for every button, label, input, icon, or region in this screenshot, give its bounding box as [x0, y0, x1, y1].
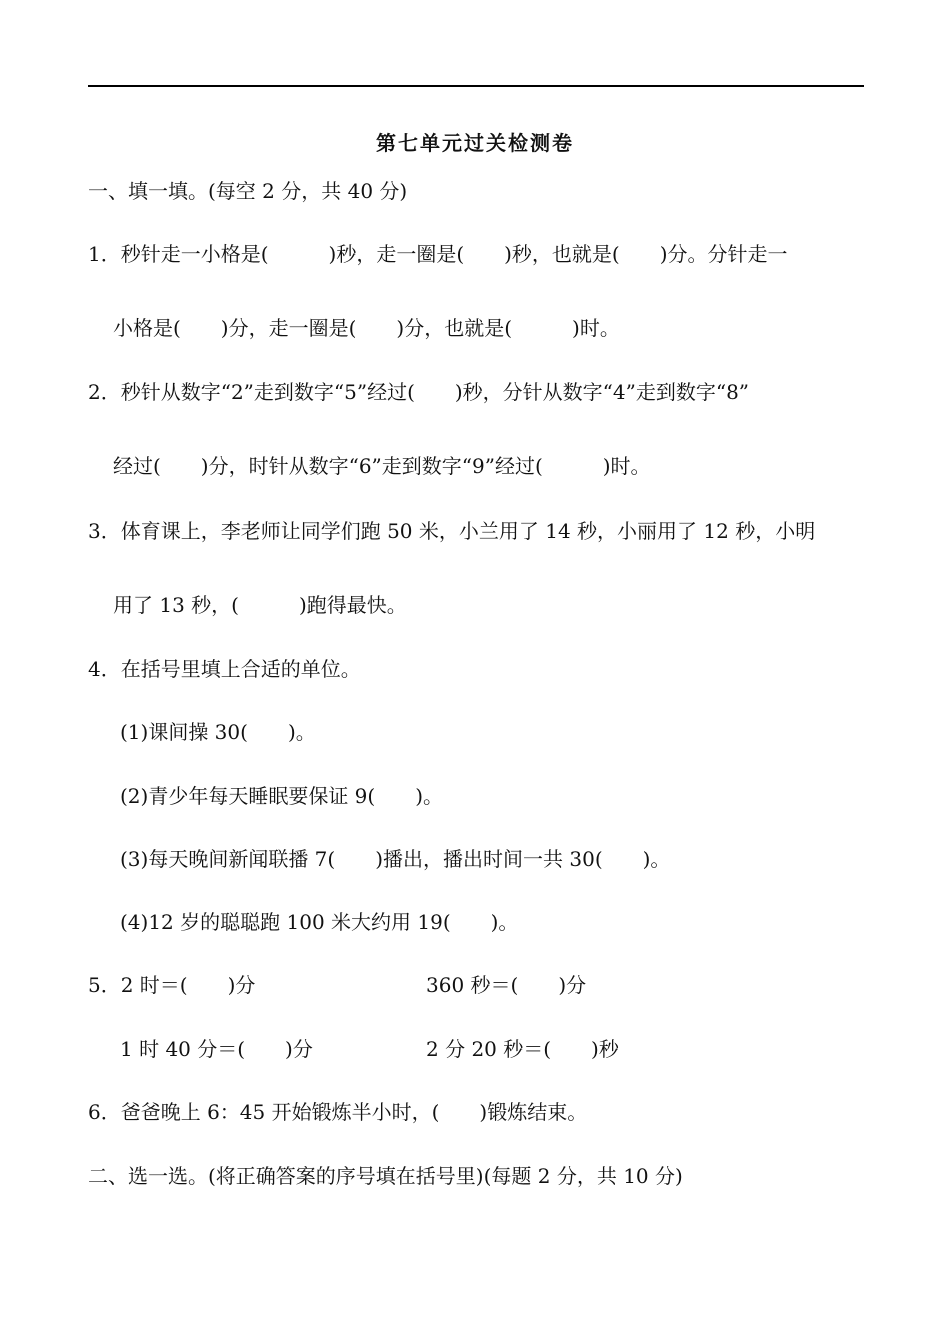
section1-heading: 一、填一填。(每空 2 分，共 40 分) — [88, 179, 408, 203]
q4-stem: 4．在括号里填上合适的单位。 — [88, 657, 361, 681]
q5-a: 5．2 时＝( )分 — [88, 973, 256, 997]
q3-line2: 用了 13 秒，( )跑得最快。 — [113, 593, 407, 617]
page-title: 第七单元过关检测卷 — [376, 131, 574, 155]
q6: 6．爸爸晚上 6：45 开始锻炼半小时，( )锻炼结束。 — [88, 1100, 588, 1124]
q2-line1: 2．秒针从数字“2”走到数字“5”经过( )秒，分针从数字“4”走到数字“8” — [88, 380, 750, 404]
q4-item: (2)青少年每天睡眠要保证 9( )。 — [120, 784, 444, 808]
q1-line2: 小格是( )分，走一圈是( )分，也就是( )时。 — [113, 316, 620, 340]
q1-line1: 1．秒针走一小格是( )秒，走一圈是( )秒，也就是( )分。分针走一 — [88, 242, 788, 266]
q5-c: 1 时 40 分＝( )分 — [120, 1037, 313, 1061]
q4-item: (4)12 岁的聪聪跑 100 米大约用 19( )。 — [120, 910, 519, 934]
q4-item: (1)课间操 30( )。 — [120, 720, 316, 744]
q5-b: 360 秒＝( )分 — [426, 973, 587, 997]
q5-d: 2 分 20 秒＝( )秒 — [426, 1037, 619, 1061]
q4-item: (3)每天晚间新闻联播 7( )播出，播出时间一共 30( )。 — [120, 847, 671, 871]
section2-heading: 二、选一选。(将正确答案的序号填在括号里)(每题 2 分，共 10 分) — [88, 1164, 683, 1188]
q3-line1: 3．体育课上，李老师让同学们跑 50 米，小兰用了 14 秒，小丽用了 12 秒，小明 — [88, 519, 816, 543]
q2-line2: 经过( )分，时针从数字“6”走到数字“9”经过( )时。 — [113, 454, 651, 478]
header-rule — [88, 85, 864, 87]
